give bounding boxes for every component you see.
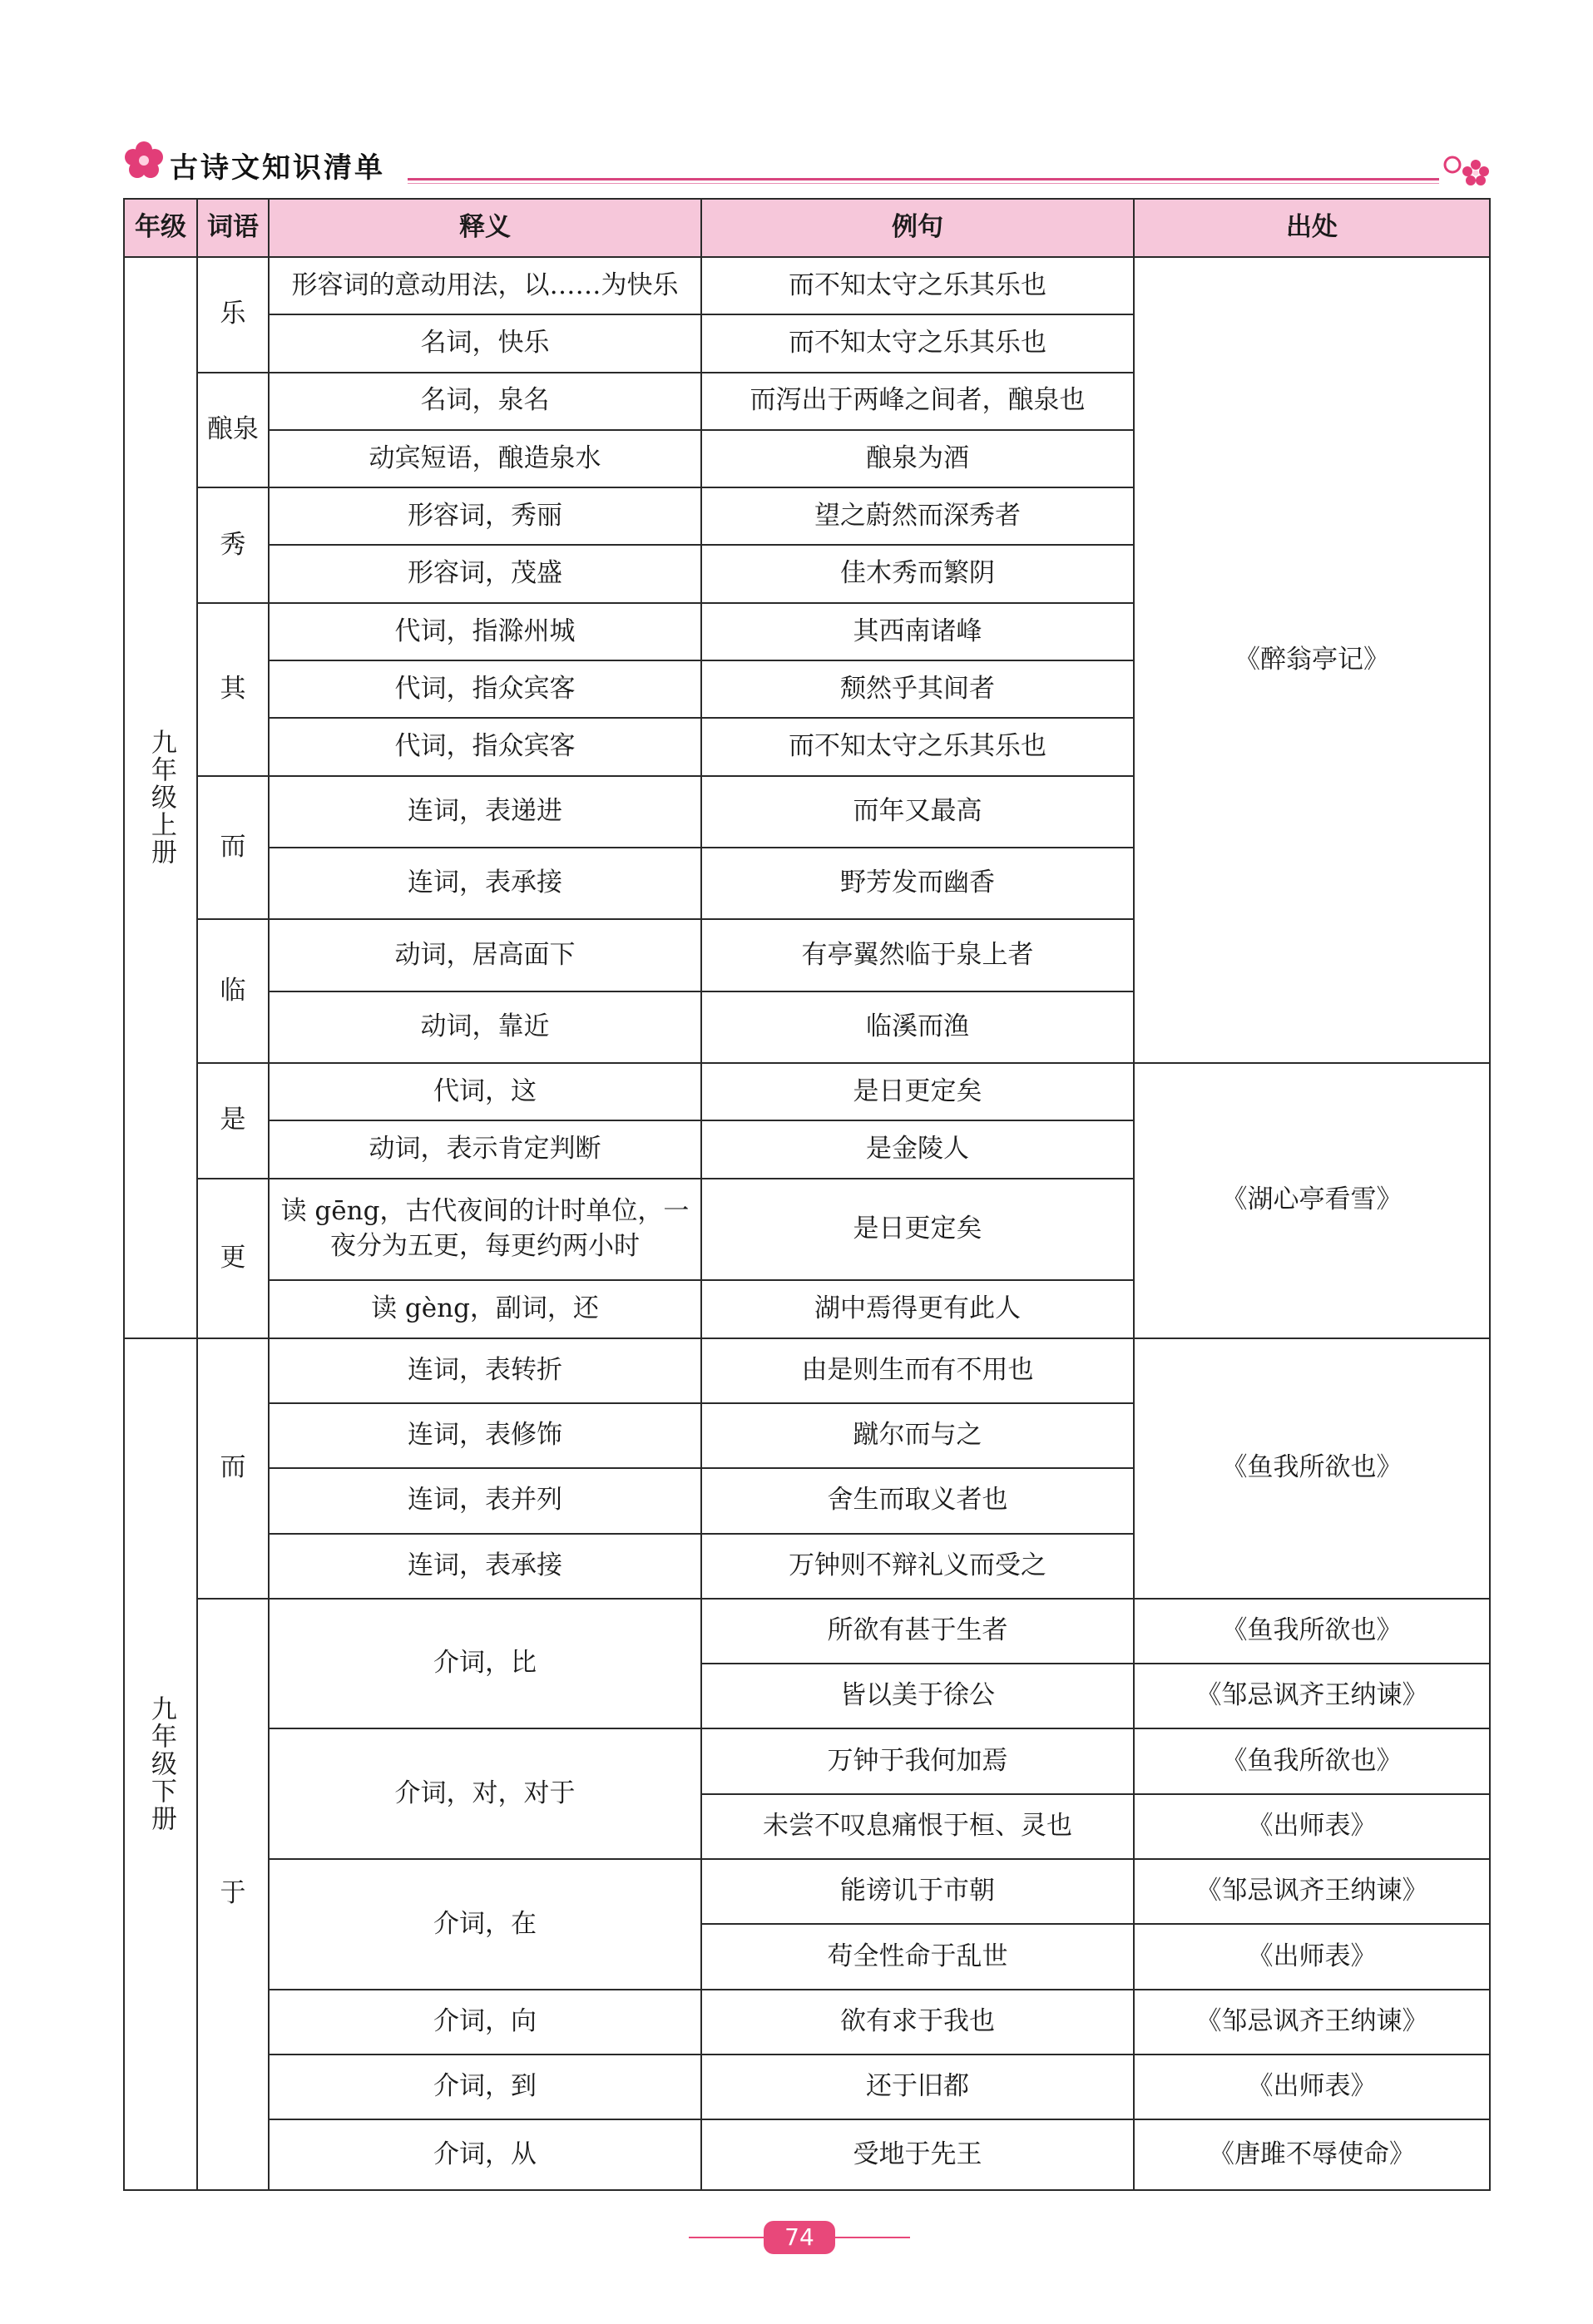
example-cell: 欲有求于我也 [701, 1990, 1134, 2055]
table-row [124, 1728, 1490, 1793]
term-cell: 更 [197, 1179, 269, 1338]
meaning-cell: 代词，指众宾客 [269, 660, 701, 718]
source-cell: 《邹忌讽齐王纳谏》 [1134, 1859, 1490, 1924]
source-cell: 《鱼我所欲也》 [1134, 1338, 1490, 1599]
example-cell: 万钟则不辩礼义而受之 [701, 1534, 1134, 1599]
table-header-row [124, 199, 1490, 257]
table-row [124, 1063, 1490, 1120]
meaning-cell: 动词，表示肯定判断 [269, 1120, 701, 1178]
meaning-cell: 介词，向 [269, 1990, 701, 2055]
table-row [124, 2055, 1490, 2119]
example-cell: 万钟于我何加焉 [701, 1728, 1134, 1793]
grade-cell-upper: 九年级上册 [124, 257, 197, 1338]
meaning-cell: 连词，表转折 [269, 1338, 701, 1403]
header-rule-thin [408, 183, 1439, 184]
meaning-cell: 形容词，茂盛 [269, 545, 701, 602]
header-rule [408, 178, 1439, 180]
grade-cell-lower: 九年级下册 [124, 1338, 197, 2190]
table-row [124, 1990, 1490, 2055]
example-cell: 而不知太守之乐其乐也 [701, 718, 1134, 775]
example-cell: 野芳发而幽香 [701, 848, 1134, 919]
example-cell: 而不知太守之乐其乐也 [701, 314, 1134, 372]
meaning-cell: 介词，从 [269, 2119, 701, 2190]
flower-icon [125, 141, 163, 180]
source-cell: 《湖心亭看雪》 [1134, 1063, 1490, 1338]
meaning-cell: 连词，表承接 [269, 1534, 701, 1599]
source-cell: 《出师表》 [1134, 1794, 1490, 1859]
column-header-source: 出处 [1134, 199, 1490, 257]
table-row [124, 1859, 1490, 1924]
example-cell: 舍生而取义者也 [701, 1468, 1134, 1533]
meaning-cell: 名词，快乐 [269, 314, 701, 372]
table-row [124, 257, 1490, 314]
example-cell: 皆以美于徐公 [701, 1664, 1134, 1728]
column-header-grade: 年级 [124, 199, 197, 257]
example-cell: 颓然乎其间者 [701, 660, 1134, 718]
meaning-cell: 形容词，秀丽 [269, 487, 701, 545]
meaning-cell: 介词，在 [269, 1859, 701, 1990]
source-cell: 《出师表》 [1134, 2055, 1490, 2119]
example-cell: 望之蔚然而深秀者 [701, 487, 1134, 545]
example-cell: 而年又最高 [701, 776, 1134, 848]
example-cell: 湖中焉得更有此人 [701, 1280, 1134, 1338]
example-cell: 受地于先王 [701, 2119, 1134, 2190]
meaning-cell: 连词，表修饰 [269, 1403, 701, 1468]
term-cell: 乐 [197, 257, 269, 373]
meaning-cell: 代词，指滁州城 [269, 603, 701, 660]
example-cell: 有亭翼然临于泉上者 [701, 919, 1134, 991]
source-cell: 《唐雎不辱使命》 [1134, 2119, 1490, 2190]
source-cell: 《出师表》 [1134, 1924, 1490, 1989]
example-cell: 酿泉为酒 [701, 430, 1134, 487]
source-cell: 《鱼我所欲也》 [1134, 1599, 1490, 1664]
meaning-cell: 动词，居高面下 [269, 919, 701, 991]
meaning-cell: 动词，靠近 [269, 991, 701, 1063]
table-row [124, 1338, 1490, 1403]
page-header [125, 141, 1489, 191]
term-cell: 而 [197, 776, 269, 920]
column-header-term: 词语 [197, 199, 269, 257]
meaning-cell: 动宾短语，酿造泉水 [269, 430, 701, 487]
source-cell: 《邹忌讽齐王纳谏》 [1134, 1990, 1490, 2055]
term-cell: 其 [197, 603, 269, 776]
meaning-cell: 代词，这 [269, 1063, 701, 1120]
meaning-cell: 介词，比 [269, 1599, 701, 1729]
knowledge-table [123, 198, 1491, 2191]
meaning-cell: 名词，泉名 [269, 373, 701, 430]
term-cell: 而 [197, 1338, 269, 1599]
source-cell: 《醉翁亭记》 [1134, 257, 1490, 1063]
column-header-meaning: 释义 [269, 199, 701, 257]
example-cell: 未尝不叹息痛恨于桓、灵也 [701, 1794, 1134, 1859]
term-cell: 是 [197, 1063, 269, 1179]
meaning-cell: 连词，表递进 [269, 776, 701, 848]
term-cell: 于 [197, 1599, 269, 2190]
example-cell: 是金陵人 [701, 1120, 1134, 1178]
meaning-cell: 代词，指众宾客 [269, 718, 701, 775]
page-title: 古诗文知识清单 [170, 151, 385, 185]
example-cell: 能谤讥于市朝 [701, 1859, 1134, 1924]
source-cell: 《鱼我所欲也》 [1134, 1728, 1490, 1793]
example-cell: 而泻出于两峰之间者，酿泉也 [701, 373, 1134, 430]
meaning-cell: 介词，到 [269, 2055, 701, 2119]
example-cell: 所欲有甚于生者 [701, 1599, 1134, 1664]
example-cell: 是日更定矣 [701, 1179, 1134, 1281]
example-cell: 蹴尔而与之 [701, 1403, 1134, 1468]
example-cell: 还于旧都 [701, 2055, 1134, 2119]
example-cell: 由是则生而有不用也 [701, 1338, 1134, 1403]
example-cell: 而不知太守之乐其乐也 [701, 257, 1134, 314]
table-row [124, 1599, 1490, 1664]
example-cell: 苟全性命于乱世 [701, 1924, 1134, 1989]
meaning-cell: 形容词的意动用法，以……为快乐 [269, 257, 701, 314]
meaning-cell: 连词，表承接 [269, 848, 701, 919]
meaning-cell: 读 gēng，古代夜间的计时单位，一夜分为五更，每更约两小时 [269, 1179, 701, 1281]
source-cell: 《邹忌讽齐王纳谏》 [1134, 1664, 1490, 1728]
term-cell: 临 [197, 919, 269, 1063]
term-cell: 秀 [197, 487, 269, 603]
example-cell: 其西南诸峰 [701, 603, 1134, 660]
flower-decoration-icon [1439, 153, 1492, 186]
example-cell: 是日更定矣 [701, 1063, 1134, 1120]
column-header-example: 例句 [701, 199, 1134, 257]
meaning-cell: 读 gèng，副词，还 [269, 1280, 701, 1338]
example-cell: 佳木秀而繁阴 [701, 545, 1134, 602]
page-number: 74 [764, 2221, 835, 2254]
example-cell: 临溪而渔 [701, 991, 1134, 1063]
meaning-cell: 连词，表并列 [269, 1468, 701, 1533]
table-row [124, 2119, 1490, 2190]
term-cell: 酿泉 [197, 373, 269, 488]
meaning-cell: 介词，对，对于 [269, 1728, 701, 1859]
